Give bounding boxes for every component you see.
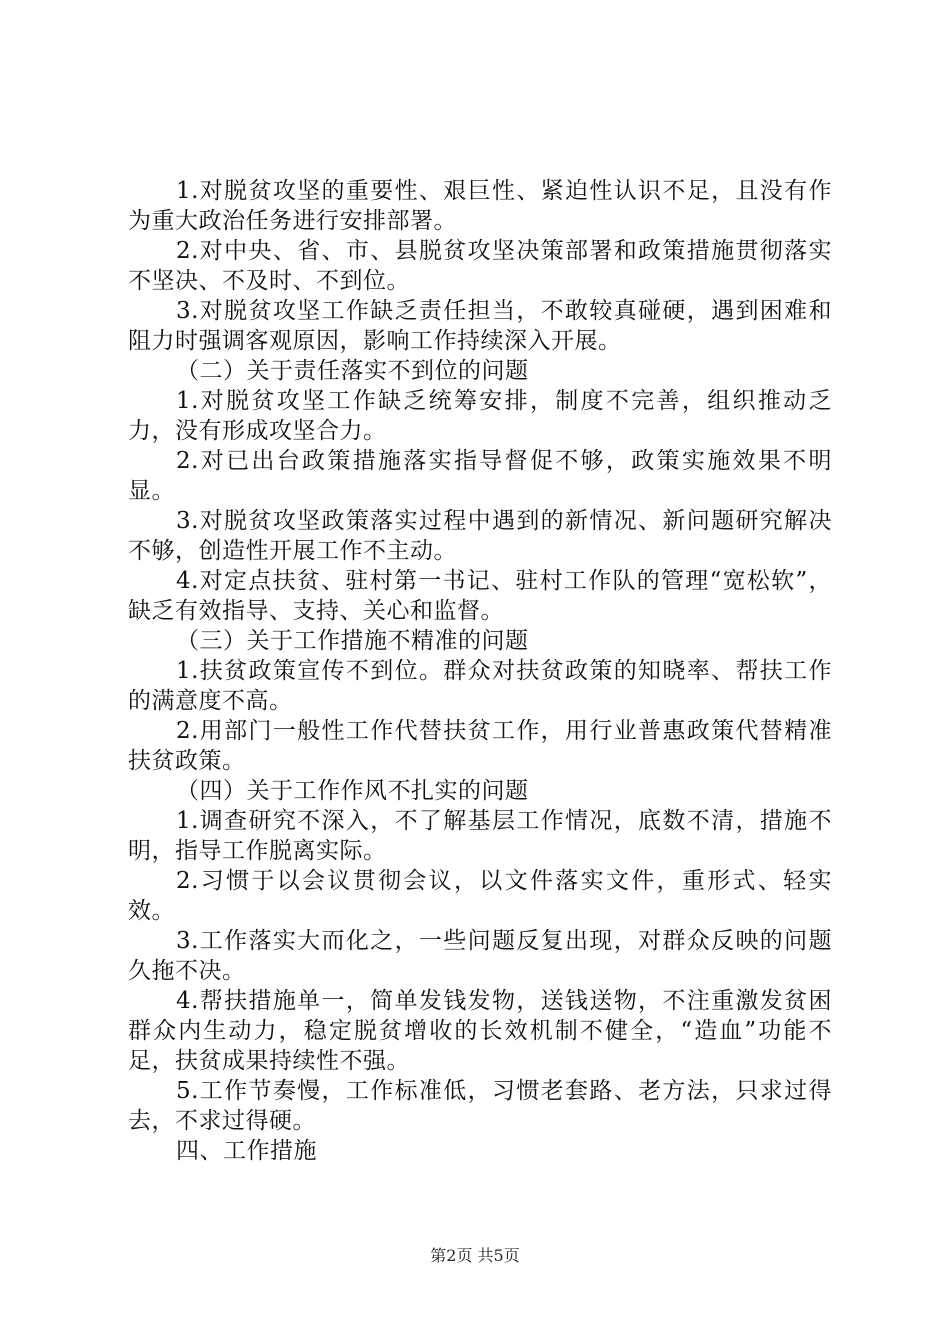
section-heading: （二）关于责任落实不到位的问题 <box>176 358 529 384</box>
paragraph: 3.工作落实大而化之，一些问题反复出现，对群众反映的问题久拖不决。 <box>128 928 832 984</box>
paragraph: 4.对定点扶贫、驻村第一书记、驻村工作队的管理“宽松软”，缺乏有效指导、支持、关心和监督。 <box>128 568 832 624</box>
paragraph: 2.对中央、省、市、县脱贫攻坚决策部署和政策措施贯彻落实不坚决、不及时、不到位。 <box>128 238 832 294</box>
paragraph: 2.对已出台政策措施落实指导督促不够，政策实施效果不明显。 <box>128 448 832 504</box>
document-body <box>128 176 832 1166</box>
paragraph: 1.扶贫政策宣传不到位。群众对扶贫政策的知晓率、帮扶工作的满意度不高。 <box>128 658 832 714</box>
page-number-footer: 第2页 共5页 <box>430 1246 520 1265</box>
paragraph: 1.对脱贫攻坚的重要性、艰巨性、紧迫性认识不足，且没有作为重大政治任务进行安排部署。 <box>128 178 832 234</box>
paragraph: 5.工作节奏慢，工作标准低，习惯老套路、老方法，只求过得去，不求过得硬。 <box>128 1078 832 1134</box>
paragraph: 4.帮扶措施单一，简单发钱发物，送钱送物，不注重激发贫困群众内生动力，稳定脱贫增收的长效机制不健全，“造血”功能不足，扶贫成果持续性不强。 <box>128 988 832 1074</box>
section-heading: （四）关于工作作风不扎实的问题 <box>176 778 529 804</box>
paragraph: 3.对脱贫攻坚工作缺乏责任担当，不敢较真碰硬，遇到困难和阻力时强调客观原因，影响工作持续深入开展。 <box>128 298 832 354</box>
paragraph: 1.调查研究不深入，不了解基层工作情况，底数不清，措施不明，指导工作脱离实际。 <box>128 808 832 864</box>
paragraph: 2.习惯于以会议贯彻会议，以文件落实文件，重形式、轻实效。 <box>128 868 832 924</box>
paragraph: 1.对脱贫攻坚工作缺乏统筹安排，制度不完善，组织推动乏力，没有形成攻坚合力。 <box>128 388 832 444</box>
section-heading: 四、工作措施 <box>176 1138 317 1164</box>
paragraph: 3.对脱贫攻坚政策落实过程中遇到的新情况、新问题研究解决不够，创造性开展工作不主动。 <box>128 508 832 564</box>
paragraph: 2.用部门一般性工作代替扶贫工作，用行业普惠政策代替精准扶贫政策。 <box>128 718 832 774</box>
section-heading: （三）关于工作措施不精准的问题 <box>176 628 529 654</box>
